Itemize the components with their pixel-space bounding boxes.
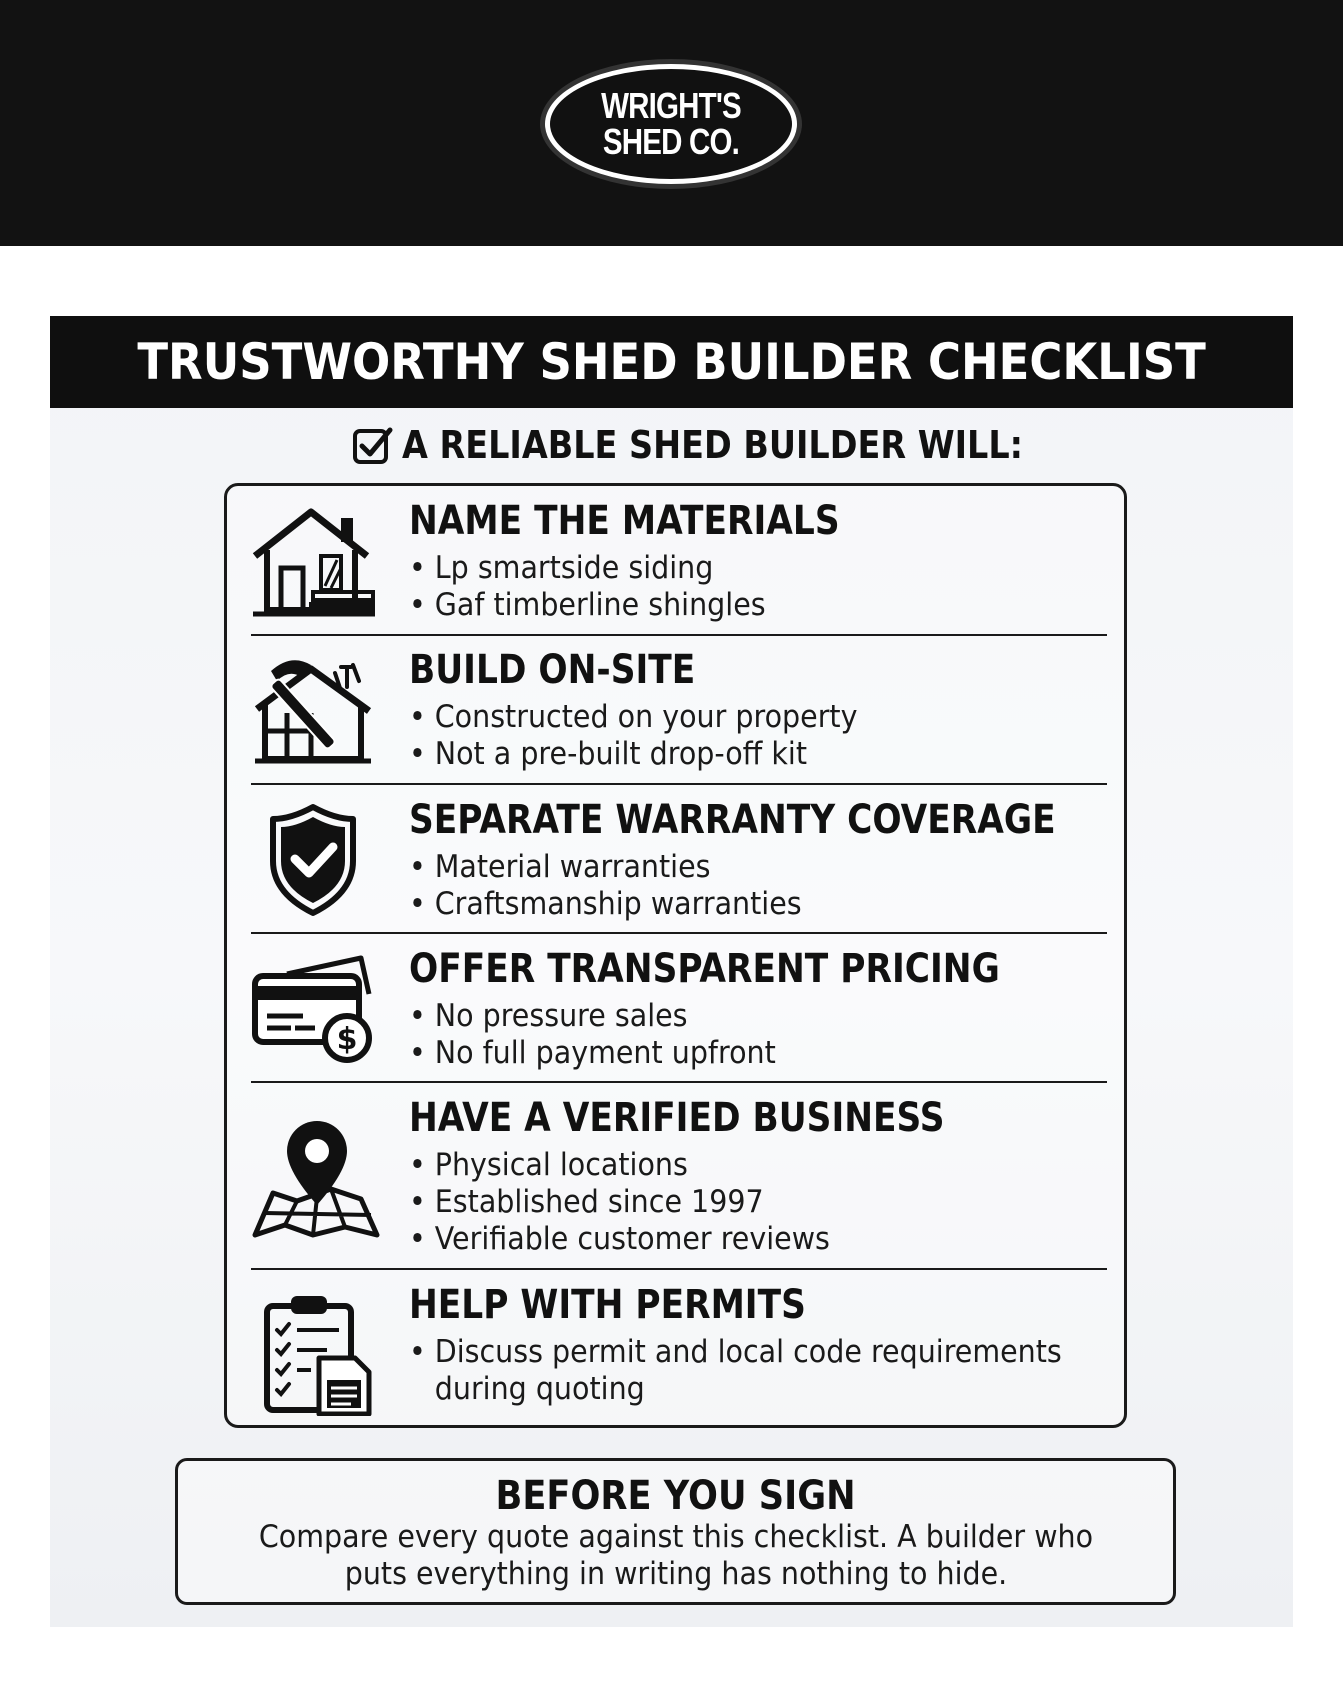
house-materials-icon: [251, 506, 381, 626]
bullet: • Gaf timberline shingles: [409, 587, 766, 624]
before-you-sign-box: [175, 1458, 1176, 1605]
item-bullets: [409, 699, 897, 773]
title-band: [50, 316, 1293, 408]
bullet: • Craftsmanship warranties: [409, 886, 802, 923]
item-bullets: [409, 998, 808, 1072]
item-bullets: [409, 1334, 1119, 1408]
item-title: HAVE A VERIFIED BUSINESS: [409, 1095, 945, 1141]
svg-text:$: $: [336, 1022, 358, 1057]
divider: [251, 932, 1107, 934]
bullet: • Established since 1997: [409, 1184, 830, 1221]
item-title: NAME THE MATERIALS: [409, 498, 840, 544]
subheading: [352, 420, 1108, 470]
sign-title: BEFORE YOU SIGN: [495, 1473, 856, 1519]
bullet: • Not a pre-built drop-off kit: [409, 736, 858, 773]
page-title: TRUSTWORTHY SHED BUILDER CHECKLIST: [137, 333, 1206, 391]
hammer-house-icon: [251, 651, 381, 771]
subheading-text: A RELIABLE SHED BUILDER WILL:: [402, 423, 1024, 467]
bullet: • Material warranties: [409, 849, 802, 886]
divider: [251, 1081, 1107, 1083]
shield-check-icon: [251, 801, 381, 921]
bullet: • No full payment upfront: [409, 1035, 776, 1072]
item-bullets: [409, 1147, 866, 1258]
credit-card-dollar-icon: [251, 954, 381, 1074]
bullet: • Physical locations: [409, 1147, 830, 1184]
item-title: BUILD ON-SITE: [409, 647, 696, 693]
bullet: • Discuss permit and local code requirements during quoting: [409, 1334, 1062, 1408]
checkbox-icon: [352, 424, 394, 466]
logo-text: WRIGHT'S SHED CO.: [601, 85, 741, 162]
item-title: SEPARATE WARRANTY COVERAGE: [409, 797, 1056, 843]
bullet: • Constructed on your property: [409, 699, 858, 736]
bullet: • No pressure sales: [409, 998, 776, 1035]
divider: [251, 1268, 1107, 1270]
clipboard-documents-icon: [251, 1292, 381, 1412]
checklist-box: [224, 483, 1127, 1428]
sign-body: Compare every quote against this checklist. A builder who puts everything in writing has nothing to hide.: [258, 1519, 1093, 1592]
bullet: • Lp smartside siding: [409, 550, 766, 587]
map-pin-icon: [251, 1115, 381, 1235]
item-bullets: [409, 550, 797, 624]
item-title: HELP WITH PERMITS: [409, 1282, 806, 1328]
item-title: OFFER TRANSPARENT PRICING: [409, 946, 1000, 992]
header-bar: [0, 0, 1343, 246]
brand-logo: [545, 64, 797, 184]
bullet: • Verifiable customer reviews: [409, 1221, 830, 1258]
divider: [251, 783, 1107, 785]
divider: [251, 634, 1107, 636]
item-bullets: [409, 849, 836, 923]
